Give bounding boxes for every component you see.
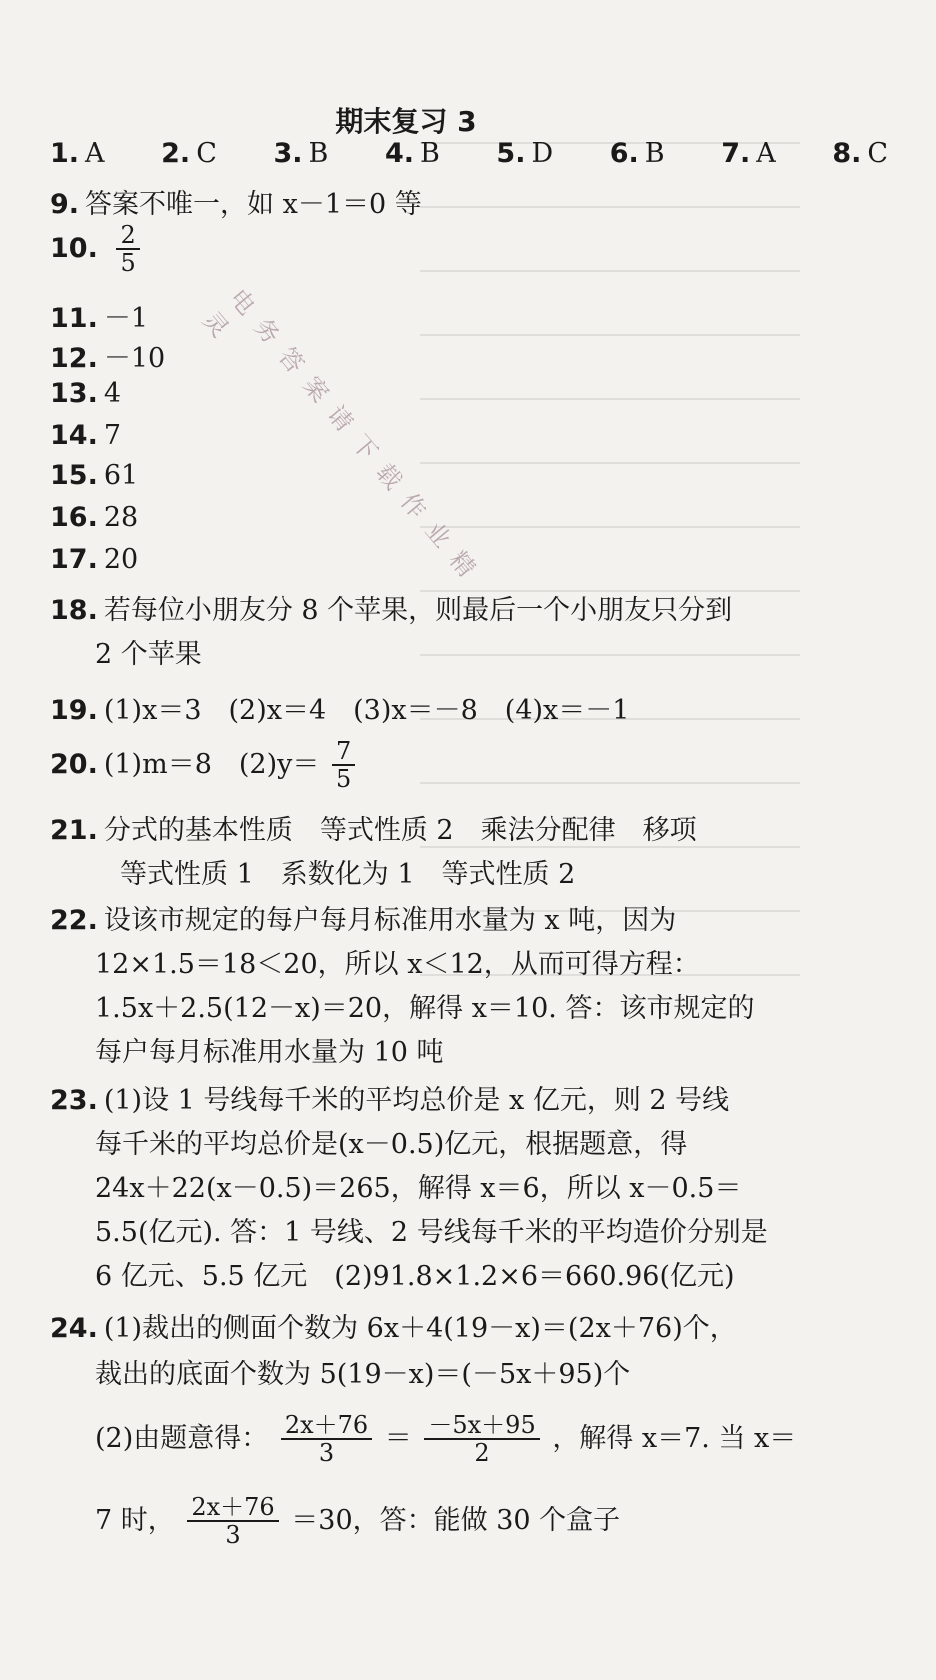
answer-10: 10. $\frac{2}{5}$ [50,222,144,277]
mc-item: 2. C [161,138,217,169]
answer-15: 15. 61 [50,460,139,491]
answer-14: 14. 7 [50,420,122,451]
answer-18: 18. 若每位小朋友分 8 个苹果，则最后一个小朋友只分到 [50,595,733,626]
answer-23-line3: 24x＋22(x－0.5)＝265，解得 x＝6，所以 x－0.5＝ [95,1173,742,1204]
answer-23: 23. (1)设 1 号线每千米的平均总价是 x 亿元，则 2 号线 [50,1085,730,1116]
answer-11: 11. －1 [50,303,149,334]
answer-23-line2: 每千米的平均总价是(x－0.5)亿元，根据题意，得 [95,1129,688,1160]
answer-22-line4: 每户每月标准用水量为 10 吨 [95,1037,444,1068]
answer-23-line4: 5.5(亿元). 答：1 号线、2 号线每千米的平均造价分别是 [95,1217,768,1248]
fraction: $\frac{2x+76}{3}$ [281,1412,372,1467]
mc-item: 7. A [721,138,776,169]
answer-22-line3: 1.5x＋2.5(12－x)＝20，解得 x＝10. 答：该市规定的 [95,993,755,1024]
answer-24-line3: (2)由题意得： $\frac{2x+76}{3}$ ＝ $\frac{-5x+95}{2}$ ，解得 x＝7. 当 x＝ [95,1411,797,1468]
answer-20: 20. (1)m＝8 (2)y＝ $\frac{7}{5}$ [50,738,359,793]
answer-21-cont: 等式性质 1 系数化为 1 等式性质 2 [120,859,576,890]
answer-17: 17. 20 [50,544,139,575]
answer-13: 13. 4 [50,378,122,409]
answer-12: 12. －10 [50,343,166,374]
mc-item: 6. B [609,138,665,169]
answer-22: 22. 设该市规定的每户每月标准用水量为 x 吨，因为 [50,905,677,936]
mc-item: 8. C [832,138,889,169]
answer-9: 9. 答案不唯一，如 x－1＝0 等 [50,189,422,220]
fraction: $\frac{7}{5}$ [332,738,355,793]
fraction: $\frac{2x+76}{3}$ [187,1494,278,1549]
multiple-choice-answers [50,138,936,169]
fraction: $\frac{2}{5}$ [116,222,139,277]
mc-item: 3. B [273,138,329,169]
page-title: 期末复习 3 [335,105,477,138]
answer-23-line5: 6 亿元、5.5 亿元 (2)91.8×1.2×6＝660.96(亿元) [95,1261,735,1292]
watermark-stamp: 电务答案请下载作业精灵 [197,283,490,593]
answer-19: 19. (1)x＝3 (2)x＝4 (3)x＝－8 (4)x＝－1 [50,695,630,726]
mc-item: 1. A [50,138,105,169]
answer-24: 24. (1)裁出的侧面个数为 6x＋4(19－x)＝(2x＋76)个， [50,1313,737,1344]
fraction: $\frac{-5x+95}{2}$ [424,1412,539,1467]
answer-24-line4: 7 时， $\frac{2x+76}{3}$ ＝30，答：能做 30 个盒子 [95,1493,621,1550]
answer-16: 16. 28 [50,502,139,533]
answer-21: 21. 分式的基本性质 等式性质 2 乘法分配律 移项 [50,815,697,846]
mc-item: 5. D [496,138,554,169]
answer-24-line2: 裁出的底面个数为 5(19－x)＝(－5x＋95)个 [95,1359,631,1390]
answer-18-cont: 2 个苹果 [95,639,202,670]
answer-22-line2: 12×1.5＝18＜20，所以 x＜12，从而可得方程： [95,949,700,980]
mc-item: 4. B [384,138,440,169]
